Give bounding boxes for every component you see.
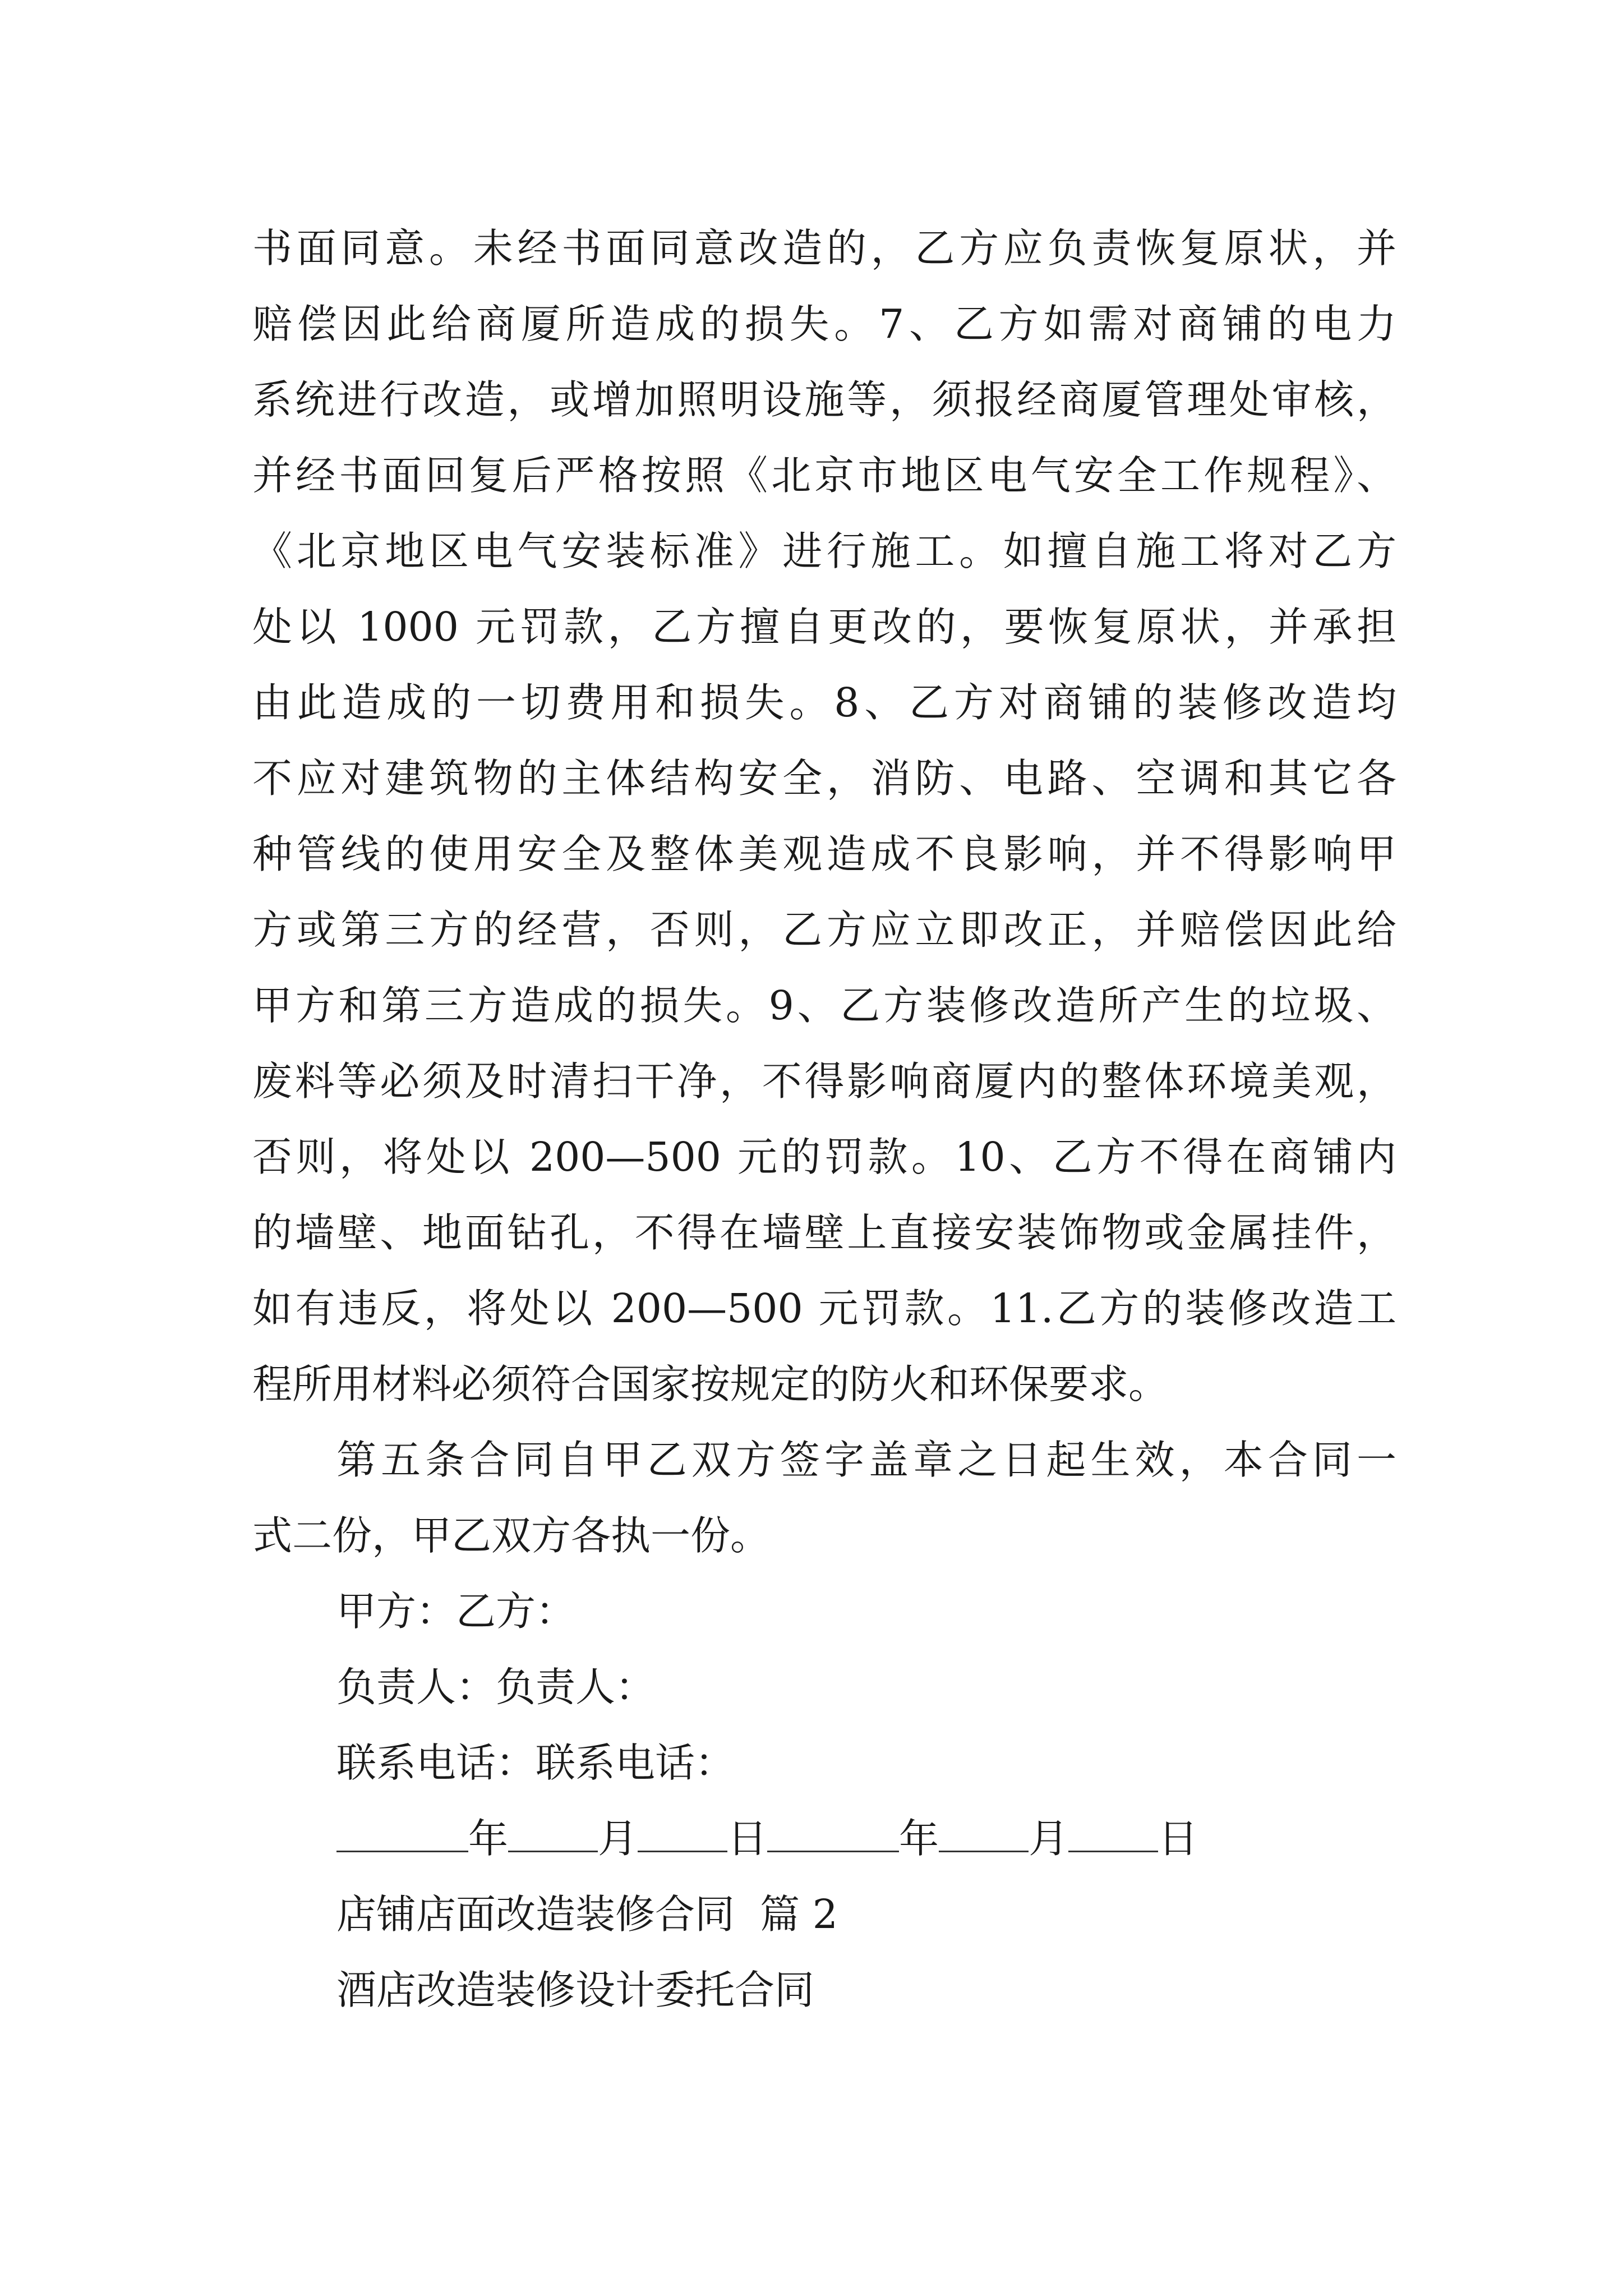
date-blank	[638, 1809, 727, 1852]
paragraph-line: 的墙壁、地面钻孔，不得在墙壁上直接安装饰物或金属挂件，	[252, 1209, 1396, 1256]
paragraph-line: 废料等必须及时清扫干净，不得影响商厦内的整体环境美观，	[252, 1058, 1396, 1105]
day-label: 日	[1158, 1815, 1198, 1862]
date-blank	[767, 1809, 899, 1852]
paragraph-line: 处以 1000 元罚款，乙方擅自更改的，要恢复原状，并承担	[252, 604, 1396, 650]
day-label: 日	[727, 1815, 768, 1862]
date-blank	[939, 1809, 1029, 1852]
article-5-line: 式二份，甲乙双方各执一份。	[252, 1512, 771, 1559]
paragraph-line: 甲方和第三方造成的损失。9、乙方装修改造所产生的垃圾、	[252, 982, 1396, 1029]
paragraph-line: 《北京地区电气安装标准》进行施工。如擅自施工将对乙方	[252, 528, 1396, 574]
signature-responsible-line: 负责人：负责人：	[336, 1664, 656, 1710]
signature-party-line: 甲方：乙方：	[336, 1588, 576, 1635]
date-blank	[336, 1809, 468, 1852]
paragraph-line: 赔偿因此给商厦所造成的损失。7、乙方如需对商铺的电力	[252, 301, 1396, 347]
document-body	[252, 210, 1396, 2028]
month-label: 月	[598, 1815, 638, 1862]
paragraph-line: 程所用材料必须符合国家按规定的防火和环保要求。	[252, 1361, 1169, 1407]
signature-phone-line: 联系电话：联系电话：	[336, 1740, 735, 1786]
signature-date-row	[252, 1801, 1396, 1876]
date-blank	[1068, 1809, 1158, 1852]
article-5-line: 第五条合同自甲乙双方签字盖章之日起生效，本合同一	[336, 1437, 1396, 1483]
paragraph-line: 系统进行改造，或增加照明设施等，须报经商厦管理处审核，	[252, 376, 1396, 423]
paragraph-line: 不应对建筑物的主体结构安全，消防、电路、空调和其它各	[252, 755, 1396, 802]
paragraph-line: 否则，将处以 200—500 元的罚款。10、乙方不得在商铺内	[252, 1134, 1396, 1180]
paragraph-line: 由此造成的一切费用和损失。8、乙方对商铺的装修改造均	[252, 679, 1396, 726]
month-label: 月	[1029, 1815, 1069, 1862]
paragraph-line: 书面同意。未经书面同意改造的，乙方应负责恢复原状，并	[252, 225, 1396, 272]
document-subtitle: 酒店改造装修设计委托合同	[336, 1967, 815, 2013]
paragraph-line: 如有违反，将处以 200—500 元罚款。11.乙方的装修改造工	[252, 1285, 1396, 1332]
paragraph-line: 方或第三方的经营，否则，乙方应立即改正，并赔偿因此给	[252, 907, 1396, 953]
date-blank	[508, 1809, 598, 1852]
paragraph-line: 并经书面回复后严格按照《北京市地区电气安全工作规程》、	[252, 452, 1396, 499]
section-heading: 店铺店面改造装修合同 篇 2	[336, 1891, 838, 1938]
year-label: 年	[468, 1815, 509, 1862]
year-label: 年	[899, 1815, 939, 1862]
paragraph-line: 种管线的使用安全及整体美观造成不良影响，并不得影响甲	[252, 831, 1396, 877]
